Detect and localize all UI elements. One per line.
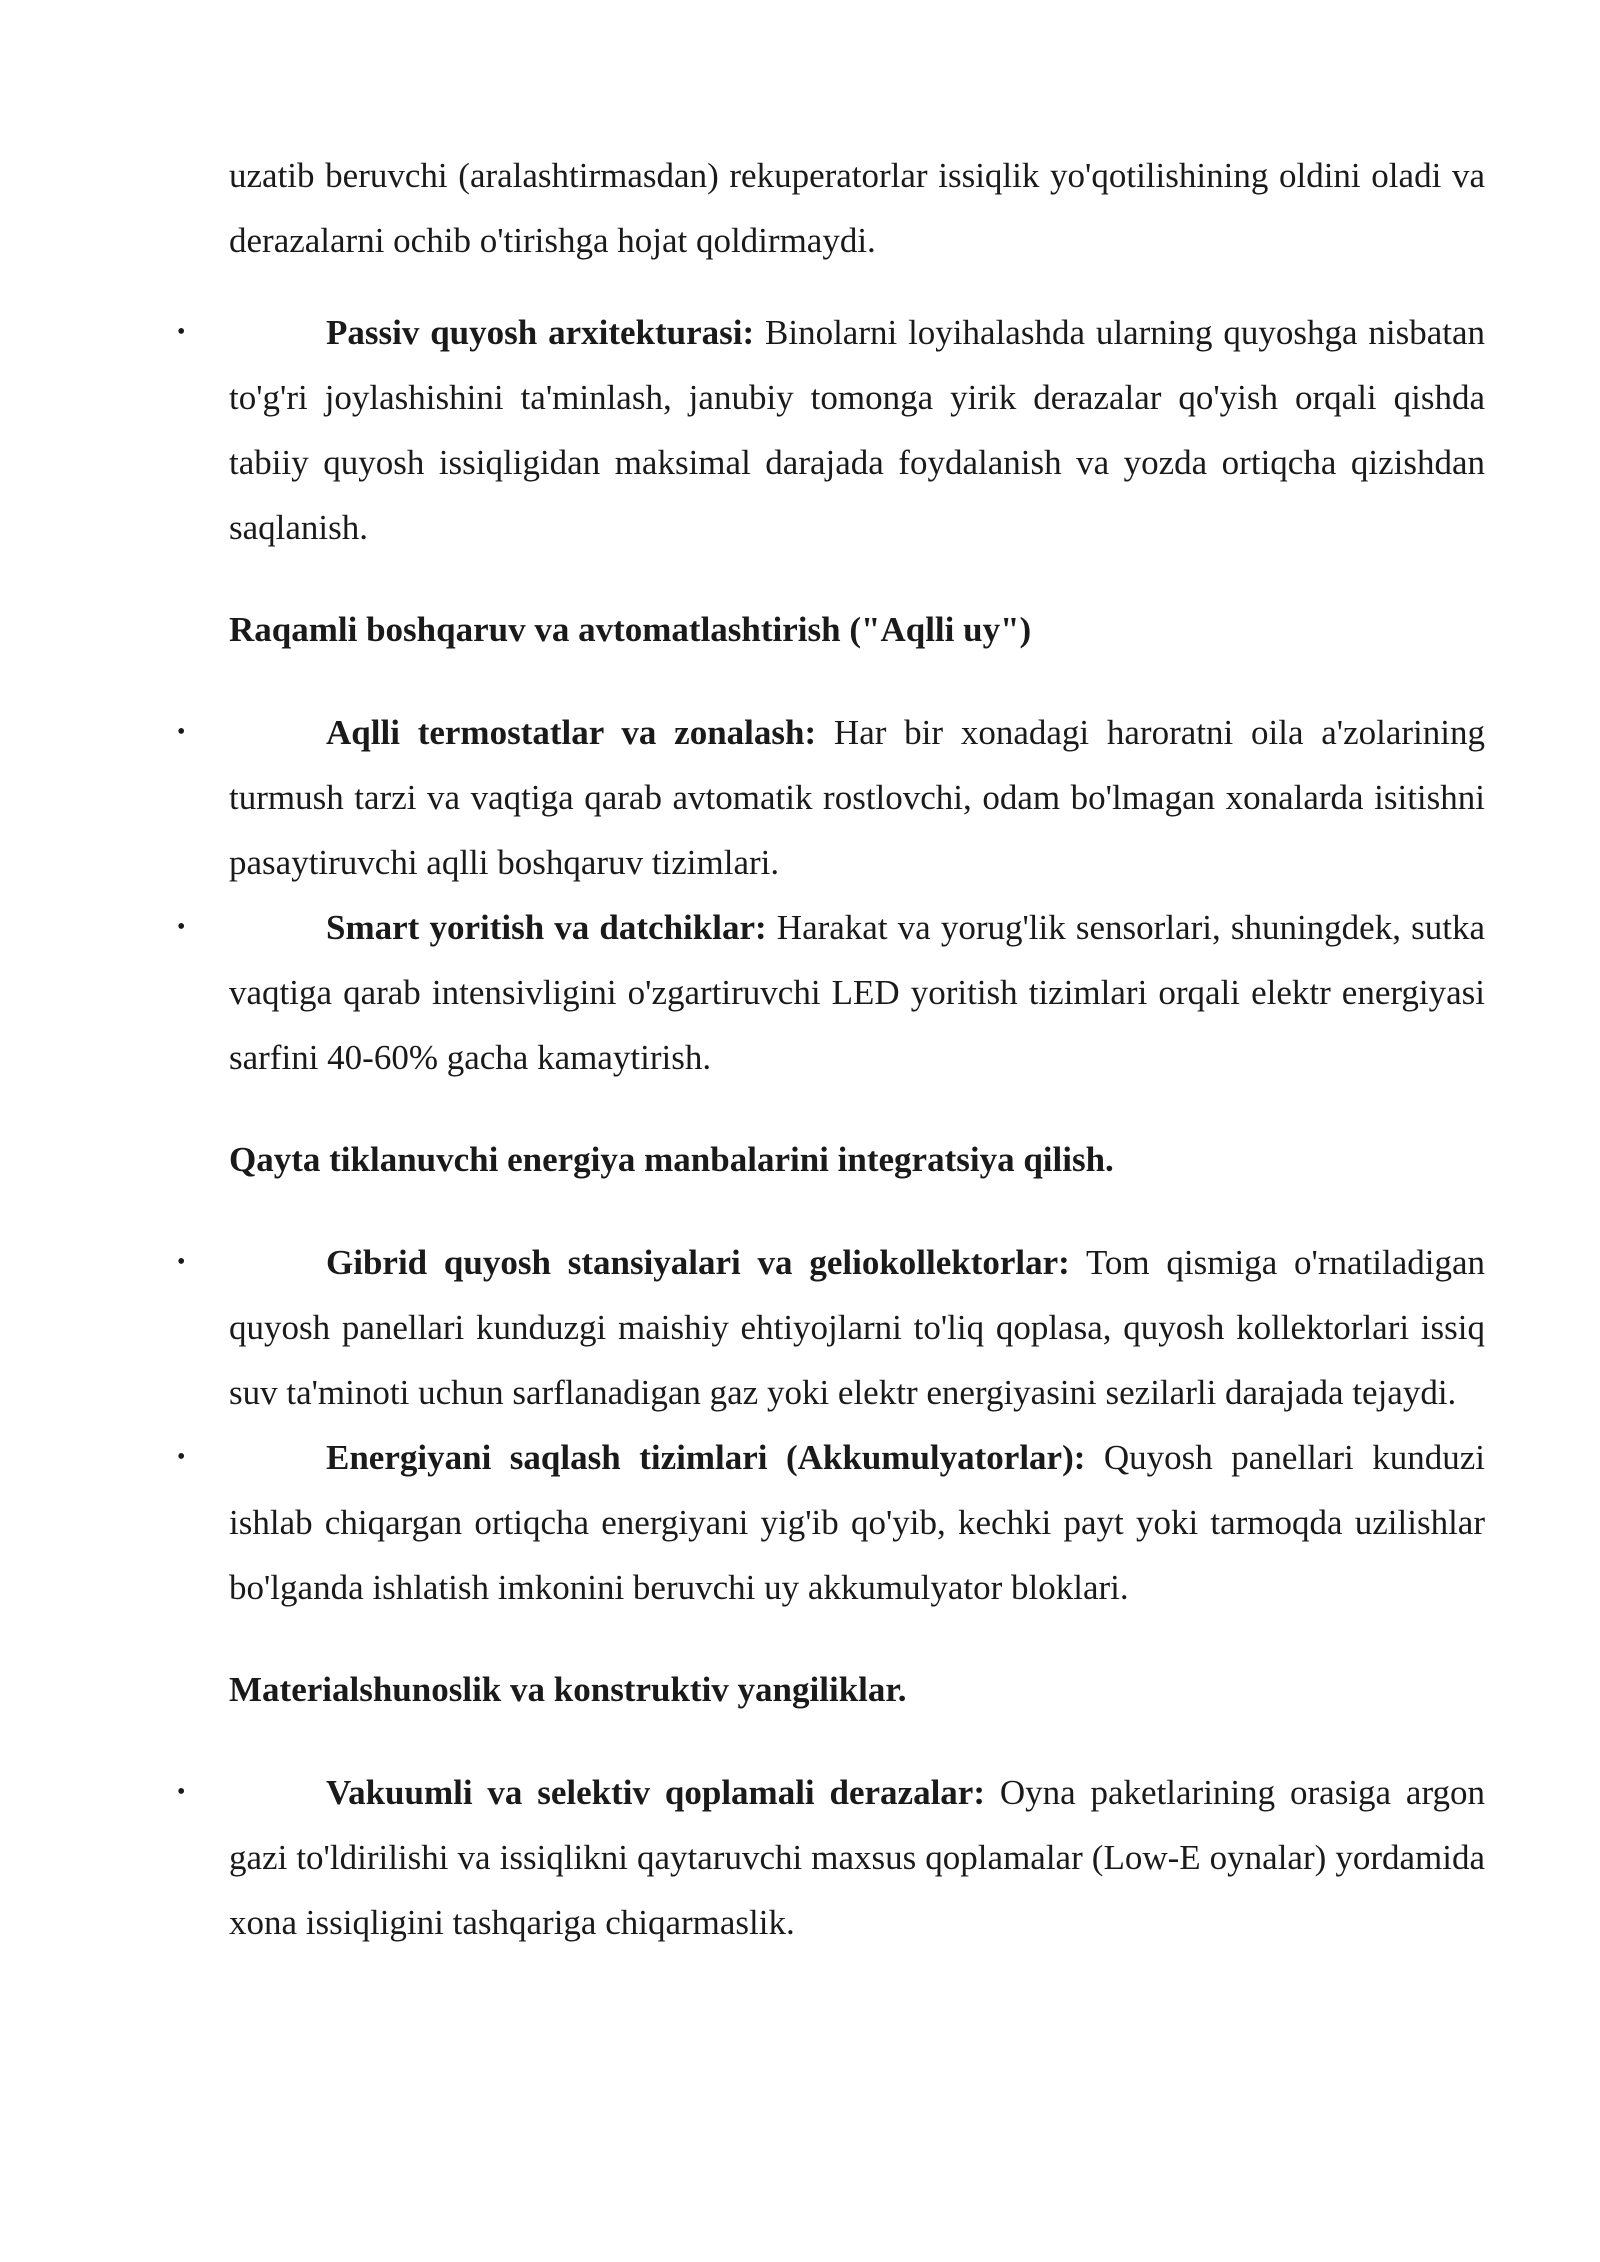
spacer: [229, 1192, 1485, 1230]
section-heading: Qayta tiklanuvchi energiya manbalarini integratsiya qilish.: [229, 1140, 1114, 1179]
item-text: Binolarni loyihalashda ularning quyoshga nisbatan to'g'ri joylashishini ta'minlash, janubiy tomonga yirik derazalar qo'yish orqali qishda tabiiy quyosh issiqligidan maksimal darajada foydalanish va yozda ortiqcha qizishdan saqlanish.: [229, 313, 1485, 547]
item-text: Oyna paketlarining orasiga argon gazi to'ldirilishi va issiqlikni qaytaruvchi maxsus qoplamalar (Low-E oynalar) yordamida xona issiqligini tashqariga chiqarmaslik.: [229, 1773, 1485, 1942]
list-item: [177, 895, 1485, 1090]
bullet-icon: •: [177, 719, 186, 745]
spacer: [229, 273, 1485, 300]
spacer: [229, 560, 1485, 597]
item-label: Vakuumli va selektiv qoplamali derazalar:: [326, 1773, 985, 1812]
section-renewable: [177, 1127, 1485, 1620]
list-item: [177, 1230, 1485, 1425]
list-item: [177, 1425, 1485, 1620]
spacer: [229, 662, 1485, 700]
section-materials: [177, 1657, 1485, 1955]
spacer: [229, 1722, 1485, 1760]
bullet-icon: •: [177, 1444, 186, 1470]
item-label: Gibrid quyosh stansiyalari va geliokollektorlar:: [326, 1243, 1070, 1282]
item-label: Aqlli termostatlar va zonalash:: [326, 713, 817, 752]
item-label: Energiyani saqlash tizimlari (Akkumulyatorlar):: [326, 1438, 1086, 1477]
intro-paragraph: uzatib beruvchi (aralashtirmasdan) rekuperatorlar issiqlik yo'qotilishining oldini oladi va derazalarni ochib o'tirishga hojat qoldirmaydi.: [229, 156, 1485, 260]
bullet-icon: •: [177, 1249, 186, 1275]
bullet-icon: •: [177, 914, 186, 940]
bullet-icon: •: [177, 1779, 186, 1805]
document-content: [177, 143, 1485, 1955]
section-digital-control: [177, 597, 1485, 1090]
section-passive: [177, 300, 1485, 560]
list-item: [177, 300, 1485, 560]
spacer: [229, 1620, 1485, 1657]
item-text: Harakat va yorug'lik sensorlari, shuningdek, sutka vaqtiga qarab intensivligini o'zgartiruvchi LED yoritish tizimlari orqali elektr energiyasi sarfini 40-60% gacha kamaytirish.: [229, 908, 1485, 1077]
item-label: Smart yoritish va datchiklar:: [326, 908, 767, 947]
item-text: Tom qismiga o'rnatiladigan quyosh panellari kunduzgi maishiy ehtiyojlarni to'liq qoplasa, quyosh kollektorlari issiq suv ta'minoti uchun sarflanadigan gaz yoki elektr energiyasini sezilarli darajada tejaydi.: [229, 1243, 1485, 1412]
list-item: [177, 700, 1485, 895]
section-heading: Raqamli boshqaruv va avtomatlashtirish ("Aqlli uy"): [229, 610, 1032, 649]
bullet-icon: •: [177, 319, 186, 345]
item-text: Har bir xonadagi haroratni oila a'zolarining turmush tarzi va vaqtiga qarab avtomatik rostlovchi, odam bo'lmagan xonalarda isitishni pasaytiruvchi aqlli boshqaruv tizimlari.: [229, 713, 1485, 882]
list-item: [177, 1760, 1485, 1955]
item-text: Quyosh panellari kunduzi ishlab chiqargan ortiqcha energiyani yig'ib qo'yib, kechki payt yoki tarmoqda uzilishlar bo'lganda ishlatish imkonini beruvchi uy akkumulyator bloklari.: [229, 1438, 1485, 1607]
section-heading: Materialshunoslik va konstruktiv yangiliklar.: [229, 1670, 907, 1709]
item-label: Passiv quyosh arxitekturasi:: [326, 313, 755, 352]
spacer: [229, 1090, 1485, 1127]
